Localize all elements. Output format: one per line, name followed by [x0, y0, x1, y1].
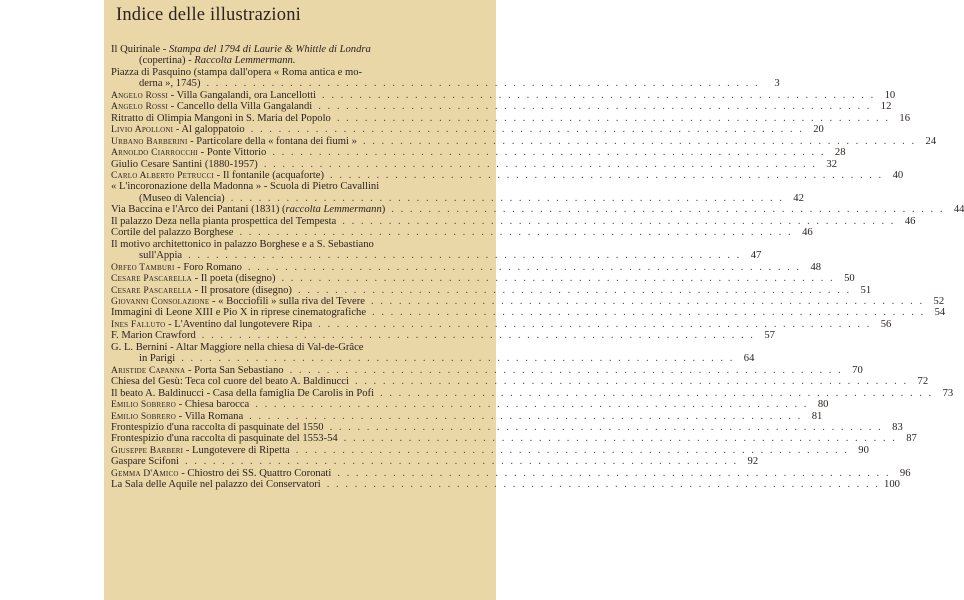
dot-leader: . . . . . . . . . . . . . . . . . . . . . . . . . . . . . . . . . . . . . . . . . . . . . . . . . . . . . . . . . . . . [318, 318, 872, 330]
entry-line [111, 239, 488, 250]
entry-author: Aristide Capanna [111, 364, 186, 376]
entry-author: Cesare Pascarella [111, 273, 192, 285]
dot-leader: . . . . . . . . . . . . . . . . . . . . . . . . . . . . . . . . . . . . . . . . . . . . . . . . . . . . . . . . . . . . [295, 444, 849, 456]
entry-author: Ines Falluto [111, 318, 166, 330]
dot-leader: . . . . . . . . . . . . . . . . . . . . . . . . . . . . . . . . . . . . . . . . . . . . . . . . . . . . . . . . . . . . [181, 353, 735, 365]
page-number: 83 [892, 421, 903, 433]
page-number: 46 [904, 215, 916, 227]
entry-text: Arnoldo Ciarrocchi - Ponte Vittorio [111, 147, 267, 159]
entry-line [111, 387, 954, 399]
entry-text: Frontespizio d'una raccolta di pasquinate del 1550 [111, 421, 324, 433]
entry-text: in Parigi [139, 353, 176, 365]
entry-line [111, 44, 488, 55]
page-number: 47 [750, 250, 762, 262]
entry-author: Urbano Barberini [111, 135, 188, 147]
dot-leader: . . . . . . . . . . . . . . . . . . . . . . . . . . . . . . . . . . . . . . . . . . . . . . . . . . . . . . . . . . . . [337, 467, 891, 479]
entry-line [111, 101, 892, 113]
entry-text: Giovanni Consolazione - « Bocciofili » sulla riva del Tevere [111, 295, 365, 307]
entry-author: Giovanni Consolazione [111, 295, 210, 307]
entry-line [111, 181, 488, 192]
index-entry [111, 284, 872, 296]
page-number: 28 [834, 147, 846, 159]
dot-leader: . . . . . . . . . . . . . . . . . . . . . . . . . . . . . . . . . . . . . . . . . . . . . . . . . . . . . . . . . . . . [354, 376, 909, 388]
entry-text: Il beato A. Baldinucci - Casa della famiglia De Carolis in Pofi [111, 387, 375, 399]
page-number: 52 [933, 295, 945, 307]
page-number: 20 [813, 124, 824, 136]
entry-author: Livio Apolloni [111, 124, 174, 136]
entry-line [111, 330, 775, 342]
index-entry [111, 169, 904, 181]
entry-author: Orfeo Tamburi [111, 261, 175, 273]
entry-line [111, 295, 945, 307]
entry-line [111, 147, 846, 159]
illustrations-index [111, 44, 964, 491]
page-number: 96 [899, 467, 911, 479]
page-number: 73 [942, 387, 954, 399]
entry-text: Gemma D'Amico - Chiostro dei SS. Quattro Coronati [111, 467, 332, 479]
index-entry [111, 158, 837, 170]
dot-leader: . . . . . . . . . . . . . . . . . . . . . . . . . . . . . . . . . . . . . . . . . . . . . . . . . . . . . . . . . . . . [272, 147, 826, 159]
dot-leader: . . . . . . . . . . . . . . . . . . . . . . . . . . . . . . . . . . . . . . . . . . . . . . . . . . . . . . . . . . . . [370, 295, 925, 307]
dot-leader: . . . . . . . . . . . . . . . . . . . . . . . . . . . . . . . . . . . . . . . . . . . . . . . . . . . . . . . . . . . . [297, 284, 852, 296]
dot-leader: . . . . . . . . . . . . . . . . . . . . . . . . . . . . . . . . . . . . . . . . . . . . . . . . . . . . . . . . . . . . [249, 410, 803, 422]
dot-leader: . . . . . . . . . . . . . . . . . . . . . . . . . . . . . . . . . . . . . . . . . . . . . . . . . . . . . . . . . . . . [188, 250, 742, 262]
entry-line [111, 307, 946, 319]
dot-leader: . . . . . . . . . . . . . . . . . . . . . . . . . . . . . . . . . . . . . . . . . . . . . . . . . . . . . . . . . . . . [289, 364, 843, 376]
entry-line [111, 124, 824, 136]
index-entry [111, 410, 823, 422]
index-entry [111, 101, 892, 113]
entry-line [111, 261, 822, 273]
entry-line [111, 89, 896, 101]
entry-line [111, 158, 837, 170]
entry-text: Chiesa del Gesù: Teca col cuore del beato A. Baldinucci [111, 376, 349, 388]
index-entry [111, 66, 780, 90]
index-entry [111, 318, 892, 330]
dot-leader: . . . . . . . . . . . . . . . . . . . . . . . . . . . . . . . . . . . . . . . . . . . . . . . . . . . . . . . . . . . . [322, 89, 876, 101]
index-entry [111, 147, 846, 159]
index-entry [111, 112, 910, 124]
entry-text: Aristide Capanna - Porta San Sebastiano [111, 364, 284, 376]
dot-leader: . . . . . . . . . . . . . . . . . . . . . . . . . . . . . . . . . . . . . . . . . . . . . . . . . . . . . . . . . . . . [206, 78, 760, 90]
entry-text: Giuseppe Barberi - Lungotevere di Ripetta [111, 444, 290, 456]
entry-text: Angelo Rossi - Cancello della Villa Gangalandi [111, 101, 313, 113]
entry-line [111, 227, 813, 239]
index-entry [111, 238, 762, 262]
index-entry [111, 433, 917, 445]
index-entry [111, 181, 804, 204]
dot-leader: . . . . . . . . . . . . . . . . . . . . . . . . . . . . . . . . . . . . . . . . . . . . . . . . . . . . . . . . . . . . [281, 273, 835, 285]
index-entry [111, 341, 755, 365]
index-entry [111, 376, 929, 388]
entry-text: Urbano Barberini - Particolare della « fontana dei fiumi » [111, 135, 357, 147]
entry-text: Emilio Sobrero - Chiesa barocca [111, 399, 250, 411]
entry-author: Emilio Sobrero [111, 399, 177, 411]
entry-text: Giulio Cesare Santini (1880-1957) [111, 158, 258, 170]
page-number: 40 [892, 169, 904, 181]
entry-line [111, 467, 911, 479]
dot-leader: . . . . . . . . . . . . . . . . . . . . . . . . . . . . . . . . . . . . . . . . . . . . . . . . . . . . . . . . . . . . [330, 169, 884, 181]
index-entry [111, 399, 829, 411]
index-entry [111, 421, 903, 433]
entry-text: La Sala delle Aquile nel palazzo dei Conservatori [111, 479, 321, 491]
index-entry [111, 444, 869, 456]
page-number: 80 [817, 399, 829, 411]
index-entry [111, 135, 937, 147]
page-number: 87 [906, 433, 917, 445]
entry-line [111, 479, 900, 491]
entry-text: (Museo di Valencia) [139, 192, 225, 204]
page-number: 44 [953, 204, 964, 216]
page-number: 92 [747, 456, 759, 468]
entry-author: Arnoldo Ciarrocchi [111, 147, 198, 159]
dot-leader: . . . . . . . . . . . . . . . . . . . . . . . . . . . . . . . . . . . . . . . . . . . . . . . . . . . . . . . . . . . . [326, 479, 880, 491]
entry-line [111, 318, 892, 330]
entry-line [111, 342, 488, 353]
index-entry [111, 89, 896, 101]
entry-text: Livio Apolloni - Al galoppatoio [111, 124, 245, 136]
index-entry [111, 467, 911, 479]
entry-line [111, 204, 964, 216]
page-number: 54 [934, 307, 946, 319]
entry-author: Carlo Alberto Petrucci [111, 169, 215, 181]
page-number: 48 [810, 261, 822, 273]
entry-line [111, 135, 937, 147]
entry-line [111, 399, 829, 411]
entry-author: Gemma D'Amico [111, 467, 179, 479]
page-number: 81 [811, 410, 823, 422]
page-number: 90 [858, 444, 869, 456]
entry-line [111, 364, 863, 376]
entry-text: Carlo Alberto Petrucci - Il fontanile (acquaforte) [111, 169, 325, 181]
index-entry [111, 479, 900, 491]
entry-text: Cesare Pascarella - Il prosatore (disegno) [111, 284, 292, 296]
entry-line [111, 353, 755, 365]
index-entry [111, 387, 954, 399]
entry-text: Gaspare Scifoni [111, 456, 179, 468]
entry-text: Il palazzo Deza nella pianta prospettica del Tempesta [111, 215, 337, 227]
page-number: 12 [880, 101, 892, 113]
entry-line [111, 376, 929, 388]
entry-text: Cortile del palazzo Borghese [111, 227, 234, 239]
index-entry [111, 261, 822, 273]
entry-line [111, 421, 903, 433]
entry-line [111, 67, 488, 78]
page-number: 24 [925, 135, 937, 147]
entry-author: Giuseppe Barberi [111, 444, 184, 456]
dot-leader: . . . . . . . . . . . . . . . . . . . . . . . . . . . . . . . . . . . . . . . . . . . . . . . . . . . . . . . . . . . . [318, 101, 872, 113]
entry-line [111, 456, 759, 468]
entry-author: Emilio Sobrero [111, 410, 177, 422]
page-number: 51 [860, 284, 872, 296]
dot-leader: . . . . . . . . . . . . . . . . . . . . . . . . . . . . . . . . . . . . . . . . . . . . . . . . . . . . . . . . . . . . [362, 135, 917, 147]
dot-leader: . . . . . . . . . . . . . . . . . . . . . . . . . . . . . . . . . . . . . . . . . . . . . . . . . . . . . . . . . . . . [336, 112, 890, 124]
dot-leader: . . . . . . . . . . . . . . . . . . . . . . . . . . . . . . . . . . . . . . . . . . . . . . . . . . . . . . . . . . . . [329, 421, 883, 433]
entry-text: Orfeo Tamburi - Foro Romano [111, 261, 242, 273]
entry-line [111, 444, 869, 456]
index-entry [111, 44, 488, 67]
page-number: 3 [774, 78, 780, 90]
index-entry [111, 307, 946, 319]
dot-leader: . . . . . . . . . . . . . . . . . . . . . . . . . . . . . . . . . . . . . . . . . . . . . . . . . . . . . . . . . . . . [230, 192, 784, 204]
entry-line [111, 55, 488, 66]
page-number: 100 [884, 479, 900, 491]
entry-line [111, 284, 872, 296]
dot-leader: . . . . . . . . . . . . . . . . . . . . . . . . . . . . . . . . . . . . . . . . . . . . . . . . . . . . . . . . . . . . [255, 399, 809, 411]
entry-author: Angelo Rossi [111, 101, 169, 113]
index-entry [111, 227, 813, 239]
entry-line [111, 215, 916, 227]
entry-text: sull'Appia [139, 250, 183, 262]
entry-text: Immagini di Leone XIII e Pio X in riprese cinematografiche [111, 307, 367, 319]
entry-text: G. L. Bernini - Altar Maggiore nella chiesa di Val-de-Grâce [111, 341, 364, 353]
index-entry [111, 456, 759, 468]
page-number: 57 [764, 330, 775, 342]
dot-leader: . . . . . . . . . . . . . . . . . . . . . . . . . . . . . . . . . . . . . . . . . . . . . . . . . . . . . . . . . . . . [250, 124, 804, 136]
entry-text: Il Quirinale - Stampa del 1794 di Laurie & Whittle di Londra [111, 44, 371, 55]
dot-leader: . . . . . . . . . . . . . . . . . . . . . . . . . . . . . . . . . . . . . . . . . . . . . . . . . . . . . . . . . . . . [184, 456, 739, 468]
entry-text: Angelo Rossi - Villa Gangalandi, ora Lancellotti [111, 89, 317, 101]
entry-text: Ritratto di Olimpia Mangoni in S. Maria del Popolo [111, 112, 331, 124]
dot-leader: . . . . . . . . . . . . . . . . . . . . . . . . . . . . . . . . . . . . . . . . . . . . . . . . . . . . . . . . . . . . [343, 433, 897, 445]
entry-text: Ines Falluto - L'Aventino dal lungotevere Ripa [111, 318, 313, 330]
index-entry [111, 330, 775, 342]
page-number: 64 [743, 353, 755, 365]
dot-leader: . . . . . . . . . . . . . . . . . . . . . . . . . . . . . . . . . . . . . . . . . . . . . . . . . . . . . . . . . . . . [391, 204, 945, 216]
dot-leader: . . . . . . . . . . . . . . . . . . . . . . . . . . . . . . . . . . . . . . . . . . . . . . . . . . . . . . . . . . . . [380, 387, 934, 399]
index-entry [111, 364, 863, 376]
index-entry [111, 215, 916, 227]
page-number: 72 [917, 376, 929, 388]
dot-leader: . . . . . . . . . . . . . . . . . . . . . . . . . . . . . . . . . . . . . . . . . . . . . . . . . . . . . . . . . . . . [372, 307, 926, 319]
entry-text: derna », 1745) [139, 78, 201, 90]
entry-text: Il motivo architettonico in palazzo Borghese e a S. Sebastiano [111, 238, 374, 250]
dot-leader: . . . . . . . . . . . . . . . . . . . . . . . . . . . . . . . . . . . . . . . . . . . . . . . . . . . . . . . . . . . . [342, 215, 896, 227]
entry-line [111, 78, 780, 90]
page-number: 10 [884, 89, 896, 101]
dot-leader: . . . . . . . . . . . . . . . . . . . . . . . . . . . . . . . . . . . . . . . . . . . . . . . . . . . . . . . . . . . . [201, 330, 755, 342]
entry-text: Cesare Pascarella - Il poeta (disegno) [111, 273, 276, 285]
entry-line [111, 192, 804, 204]
entry-line [111, 169, 904, 181]
entry-text: « L'incoronazione della Madonna » - Scuola di Pietro Cavallini [111, 181, 380, 193]
page-number: 16 [899, 112, 910, 124]
page-number: 56 [880, 318, 892, 330]
entry-line [111, 112, 910, 124]
entry-line [111, 273, 855, 285]
entry-text: Emilio Sobrero - Villa Romana [111, 410, 244, 422]
page-number: 32 [826, 158, 837, 170]
entry-text: Piazza di Pasquino (stampa dall'opera « Roma antica e mo- [111, 66, 363, 78]
page-title: Indice delle illustrazioni [116, 5, 301, 25]
page-number: 70 [852, 364, 863, 376]
entry-line [111, 433, 917, 445]
index-entry [111, 204, 964, 216]
entry-line [111, 250, 762, 262]
page-number: 46 [802, 227, 813, 239]
entry-text: (copertina) - Raccolta Lemmermann. [139, 55, 296, 67]
index-entry [111, 124, 824, 136]
index-entry [111, 273, 855, 285]
entry-text: Frontespizio d'una raccolta di pasquinate del 1553-54 [111, 433, 338, 445]
page-number: 42 [793, 192, 804, 204]
page-number: 50 [844, 273, 855, 285]
entry-author: Cesare Pascarella [111, 284, 192, 296]
entry-text: Via Baccina e l'Arco dei Pantani (1831) (raccolta Lemmermann) [111, 204, 386, 216]
dot-leader: . . . . . . . . . . . . . . . . . . . . . . . . . . . . . . . . . . . . . . . . . . . . . . . . . . . . . . . . . . . . [263, 158, 817, 170]
dot-leader: . . . . . . . . . . . . . . . . . . . . . . . . . . . . . . . . . . . . . . . . . . . . . . . . . . . . . . . . . . . . [239, 227, 793, 239]
entry-line [111, 410, 823, 422]
index-entry [111, 295, 945, 307]
entry-text: F. Marion Crawford [111, 330, 196, 342]
entry-author: Angelo Rossi [111, 89, 169, 101]
dot-leader: . . . . . . . . . . . . . . . . . . . . . . . . . . . . . . . . . . . . . . . . . . . . . . . . . . . . . . . . . . . . [247, 261, 802, 273]
book-page [104, 0, 964, 600]
